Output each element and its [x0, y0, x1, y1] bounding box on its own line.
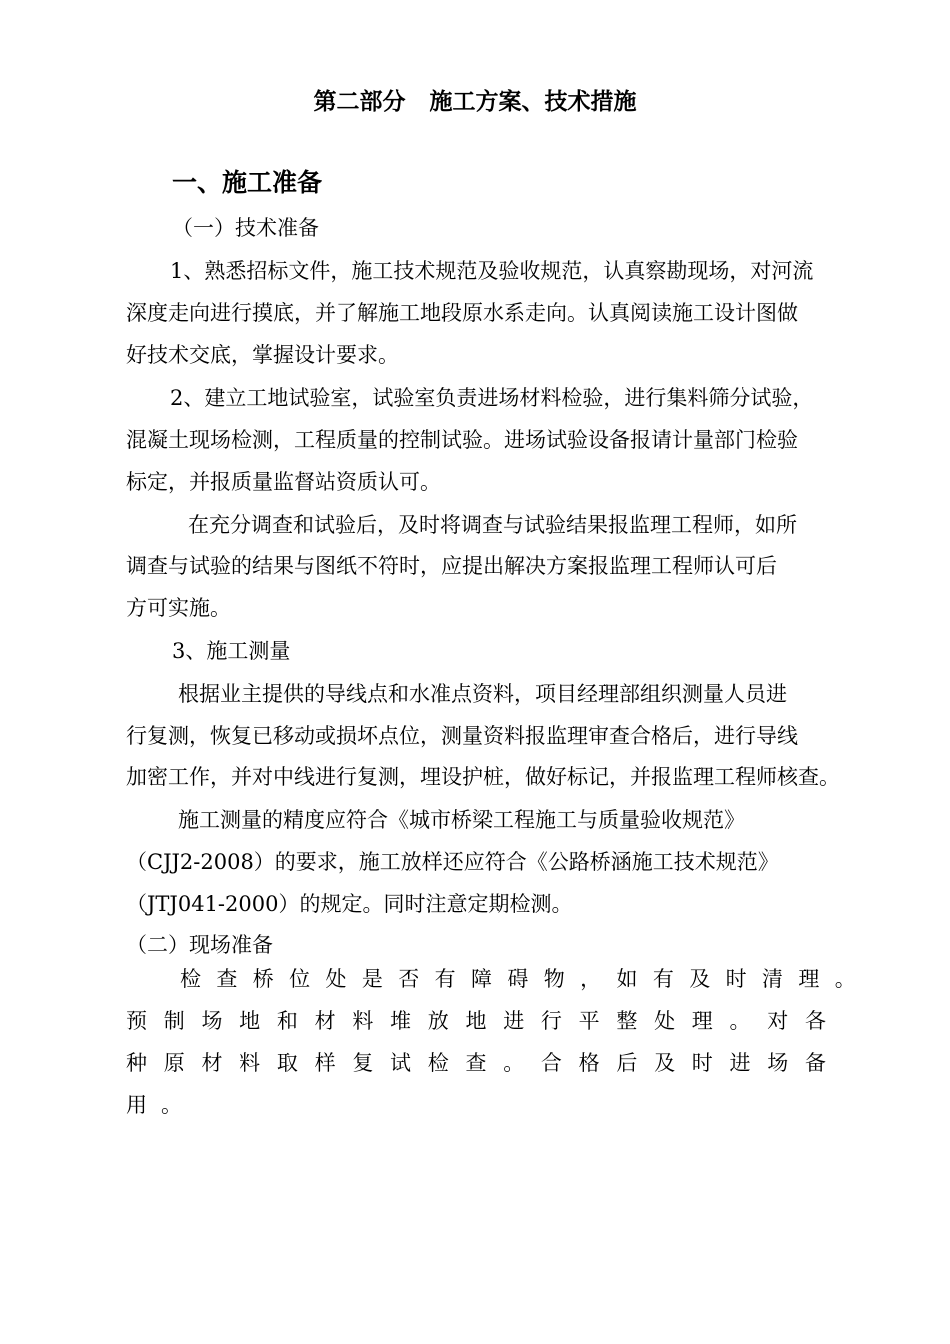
spaced-line-2 [126, 1006, 826, 1036]
character: 理 [691, 1009, 713, 1033]
paragraph-line: 加密工作，并对中线进行复测，埋设护桩，做好标记，并报监理工程师核查。 [126, 765, 840, 789]
character: 进 [503, 1009, 525, 1033]
character: 。 [834, 967, 856, 991]
paragraph-line: 方可实施。 [126, 596, 231, 620]
character: 碍 [507, 967, 529, 991]
character: 行 [540, 1009, 562, 1033]
character: 种 [126, 1051, 147, 1075]
character: 预 [126, 1009, 147, 1033]
character: 。 [729, 1009, 751, 1033]
character: 材 [201, 1051, 223, 1075]
character: 场 [767, 1051, 789, 1075]
character: 对 [767, 1009, 789, 1033]
character: 用 [126, 1093, 147, 1117]
character: 格 [578, 1051, 600, 1075]
character: 合 [540, 1051, 562, 1075]
character: 查 [465, 1051, 487, 1075]
character: 。 [503, 1051, 525, 1075]
character: 料 [352, 1009, 374, 1033]
paragraph-line: 根据业主提供的导线点和水准点资料，项目经理部组织测量人员进 [178, 682, 787, 706]
character: 有 [434, 967, 456, 991]
paragraph-line: 施工测量的精度应符合《城市桥梁工程施工与质量验收规范》 [178, 808, 745, 832]
character: 复 [352, 1051, 374, 1075]
paragraph-line: 调查与试验的结果与图纸不符时，应提出解决方案报监理工程师认可后 [126, 554, 777, 578]
character: 放 [427, 1009, 449, 1033]
character: 检 [180, 967, 201, 991]
character: 。 [161, 1093, 182, 1117]
character: 材 [314, 1009, 336, 1033]
paragraph-line: 1、熟悉招标文件，施工技术规范及验收规范，认真察勘现场，对河流 [170, 259, 814, 283]
character: 原 [163, 1051, 185, 1075]
character: 障 [471, 967, 492, 991]
character: 桥 [252, 967, 274, 991]
character: 整 [616, 1009, 638, 1033]
character: 试 [390, 1051, 412, 1075]
item-3-title: 3、施工测量 [172, 639, 291, 663]
character: 如 [616, 967, 638, 991]
paragraph-line: （JTJ041-2000）的规定。同时注意定期检测。 [126, 892, 573, 916]
spaced-line-4 [126, 1090, 182, 1120]
subsection-site-preparation: （二）现场准备 [126, 933, 273, 957]
paragraph-line: 混凝土现场检测，工程质量的控制试验。进场试验设备报请计量部门检验 [126, 428, 798, 452]
character: 理 [798, 967, 820, 991]
character: 料 [239, 1051, 261, 1075]
paragraph-line: 行复测，恢复已移动或损坏点位，测量资料报监理审查合格后，进行导线 [126, 724, 798, 748]
character: 后 [616, 1051, 638, 1075]
character: 清 [762, 967, 783, 991]
character: 时 [691, 1051, 713, 1075]
character: 检 [427, 1051, 449, 1075]
character: 地 [465, 1009, 487, 1033]
spaced-line-1 [180, 964, 856, 994]
spaced-line-3 [126, 1048, 826, 1078]
character: 及 [689, 967, 711, 991]
section-heading: 一、施工准备 [172, 168, 323, 197]
character: 制 [163, 1009, 185, 1033]
character: 查 [216, 967, 238, 991]
character: 处 [654, 1009, 676, 1033]
paragraph-line: 好技术交底，掌握设计要求。 [126, 343, 399, 367]
character: ， [580, 967, 602, 991]
paragraph-line: 深度走向进行摸底，并了解施工地段原水系走向。认真阅读施工设计图做 [126, 301, 798, 325]
character: 堆 [390, 1009, 412, 1033]
character: 各 [804, 1009, 826, 1033]
character: 和 [276, 1009, 298, 1033]
character: 地 [239, 1009, 261, 1033]
paragraph-line: 标定，并报质量监督站资质认可。 [126, 470, 441, 494]
paragraph-line: 在充分调查和试验后，及时将调查与试验结果报监理工程师，如所 [188, 513, 797, 537]
subsection-technical-preparation: （一）技术准备 [172, 216, 319, 240]
character: 及 [654, 1051, 676, 1075]
paragraph-line: 2、建立工地试验室，试验室负责进场材料检验，进行集料筛分试验， [170, 386, 814, 410]
character: 时 [725, 967, 747, 991]
character: 物 [543, 967, 565, 991]
character: 有 [652, 967, 674, 991]
paragraph-line: （CJJ2-2008）的要求，施工放样还应符合《公路桥涵施工技术规范》 [126, 850, 779, 874]
character: 是 [361, 967, 383, 991]
character: 备 [804, 1051, 826, 1075]
character: 样 [314, 1051, 336, 1075]
character: 平 [578, 1009, 600, 1033]
character: 否 [398, 967, 420, 991]
character: 场 [201, 1009, 223, 1033]
character: 处 [325, 967, 347, 991]
character: 取 [276, 1051, 298, 1075]
character: 位 [289, 967, 311, 991]
page-title: 第二部分 施工方案、技术措施 [313, 88, 637, 115]
character: 进 [729, 1051, 751, 1075]
